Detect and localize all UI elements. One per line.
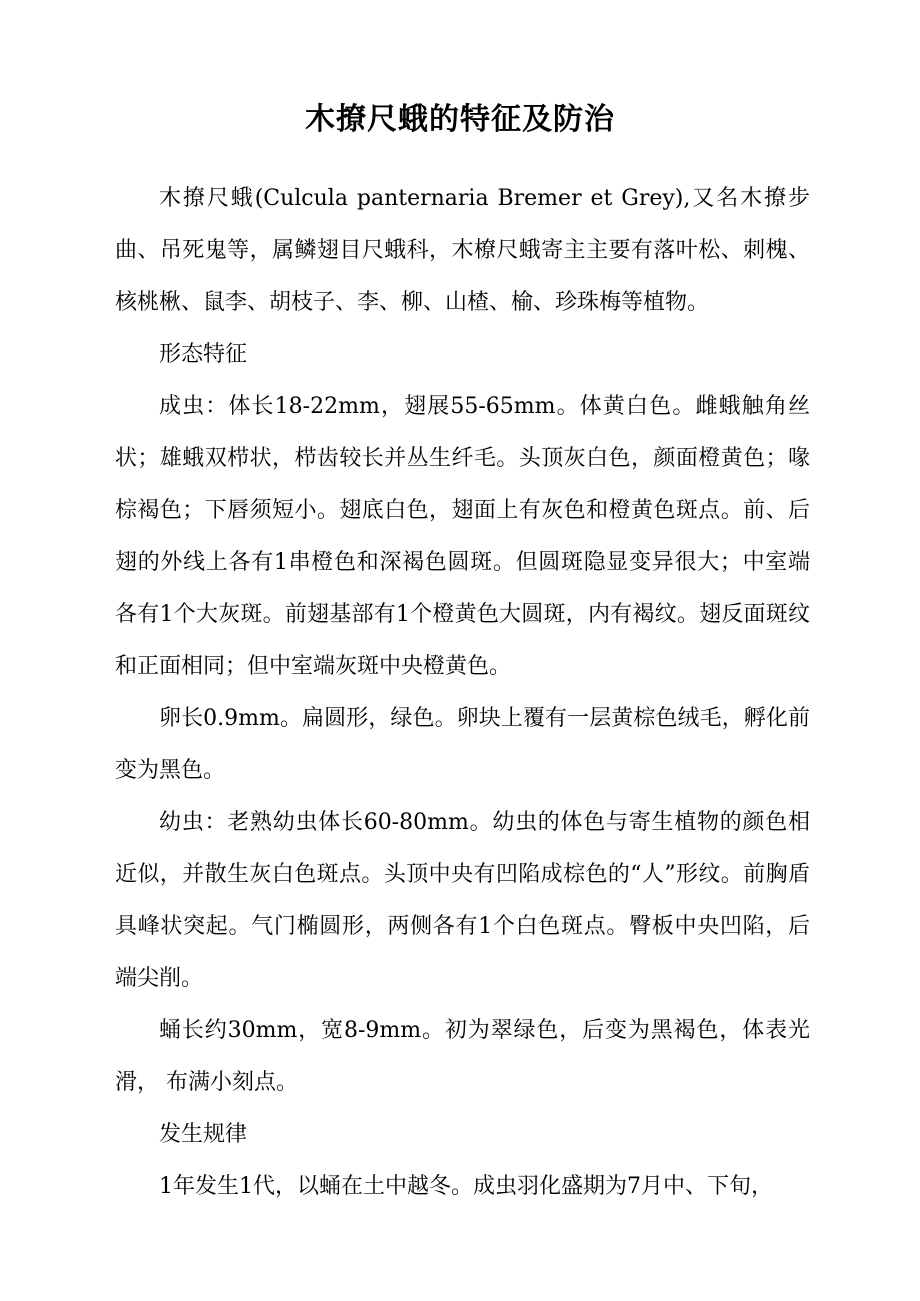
- paragraph-occurrence: 1年发生1代，以蛹在土中越冬。成虫羽化盛期为7月中、下旬，: [159, 1174, 773, 1199]
- section-heading-morphology: 形态特征: [159, 342, 248, 367]
- section-heading-occurrence: 发生规律: [159, 1122, 248, 1147]
- paragraph-egg: 卵长0.9mm。扁圆形，绿色。卵块上覆有一层黄棕色绒毛，孵化前变为黑色。: [115, 706, 810, 783]
- document-body: [115, 173, 810, 1213]
- paragraph-adult: 成虫：体长18-22mm，翅展55-65mm。体黄白色。雌蛾触角丝状；雄蛾双栉状，栉齿较长并丛生纤毛。头顶灰白色，颜面橙黄色；喙棕褐色；下唇须短小。翅底白色，翅面上有灰色和橙黄色斑点。前、后翅的外线上各有1串橙色和深褐色圆斑。但圆斑隐显变异很大；中室端各有1个大灰斑。前翅基部有1个橙黄色大圆斑，内有褐纹。翅反面斑纹和正面相同；但中室端灰斑中央橙黄色。: [115, 394, 810, 679]
- paragraph-larva: 幼虫：老熟幼虫体长60-80mm。幼虫的体色与寄生植物的颜色相近似，并散生灰白色斑点。头顶中央有凹陷成棕色的“人”形纹。前胸盾具峰状突起。气门椭圆形，两侧各有1个白色斑点。臀板中央凹陷，后端尖削。: [115, 810, 810, 991]
- paragraph-pupa: 蛹长约30mm，宽8-9mm。初为翠绿色，后变为黑褐色，体表光滑， 布满小刻点。: [115, 1018, 810, 1095]
- paragraph-intro: 木撩尺蛾(Culcula panternaria Bremer et Grey),又名木撩步曲、吊死鬼等，属鳞翅目尺蛾科，木橑尺蛾寄主主要有落叶松、刺槐、 核桃楸、鼠李、胡枝子、李、柳、山楂、榆、珍珠梅等植物。: [115, 186, 810, 315]
- document-title: 木撩尺蛾的特征及防治: [305, 102, 615, 137]
